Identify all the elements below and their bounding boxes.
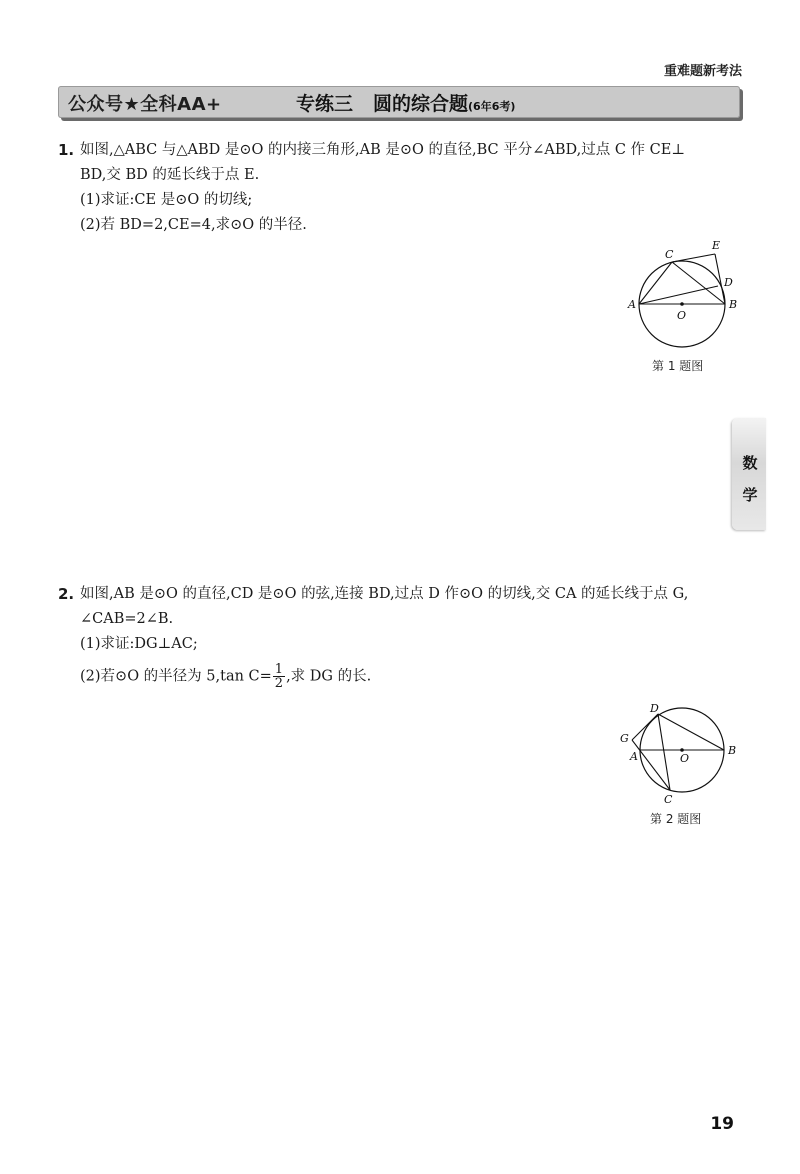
question-1-number: 1. (58, 141, 75, 159)
label-d: D (724, 276, 733, 289)
question-2-number: 2. (58, 585, 75, 603)
watermark-tag: 公众号★全科AA+ (68, 94, 222, 115)
label-b: B (729, 298, 738, 311)
side-tab-char-2: 学 (742, 486, 758, 504)
label-o: O (677, 309, 687, 322)
segment-cb (672, 262, 725, 304)
section-title-part2: 圆的综合题 (373, 93, 469, 115)
subject-side-tab (732, 418, 766, 530)
label-e: E (712, 239, 721, 252)
question-2-part-2-before: (2)若⊙O 的半径为 5,tan C= (80, 668, 272, 685)
question-2 (58, 582, 688, 690)
section-banner (58, 86, 740, 118)
question-2-figure (614, 700, 744, 810)
label-c: C (664, 793, 673, 806)
question-1-figure (620, 236, 750, 358)
question-2-part-2 (80, 663, 688, 690)
question-1-line-2: BD,交 BD 的延长线于点 E. (80, 167, 260, 183)
question-2-line-1: 如图,AB 是⊙O 的直径,CD 是⊙O 的弦,连接 BD,过点 D 作⊙O 的切线,交 CA 的延长线于点 G, (80, 586, 689, 602)
fraction-denominator: 2 (274, 676, 284, 691)
segment-gd (632, 714, 658, 740)
segment-db (658, 714, 724, 750)
segment-cg (632, 740, 670, 790)
header-section-label: 重难题新考法 (663, 64, 742, 79)
label-g: G (620, 732, 629, 745)
question-1-part-1: (1)求证:CE 是⊙O 的切线; (80, 192, 253, 208)
question-2-part-2-after: ,求 DG 的长. (286, 668, 372, 685)
label-b: B (728, 744, 737, 757)
question-2-line-2: ∠CAB=2∠B. (80, 611, 174, 627)
fraction-numerator: 1 (274, 662, 284, 677)
label-a: A (628, 298, 636, 311)
fraction-one-half (273, 663, 285, 690)
segment-ce (672, 254, 715, 262)
segment-dc (658, 714, 670, 790)
center-point-o (680, 302, 684, 306)
label-a: A (630, 750, 638, 763)
question-1-part-2: (2)若 BD=2,CE=4,求⊙O 的半径. (80, 217, 307, 233)
side-tab-char-1: 数 (742, 454, 758, 472)
section-title-part1: 专练三 (296, 93, 354, 115)
question-1-caption: 第 1 题图 (652, 359, 704, 373)
label-c: C (665, 248, 674, 261)
label-d: D (650, 702, 659, 715)
question-1-line-1: 如图,△ABC 与△ABD 是⊙O 的内接三角形,AB 是⊙O 的直径,BC 平分∠ABD,过点 C 作 CE⊥ (80, 142, 685, 158)
label-o: O (680, 752, 690, 765)
question-1 (58, 138, 685, 238)
page-number: 19 (710, 1114, 734, 1134)
section-title (296, 89, 515, 116)
question-2-caption: 第 2 题图 (650, 812, 702, 826)
section-title-sub: (6年6考) (468, 100, 516, 113)
question-2-part-1: (1)求证:DG⊥AC; (80, 636, 198, 652)
